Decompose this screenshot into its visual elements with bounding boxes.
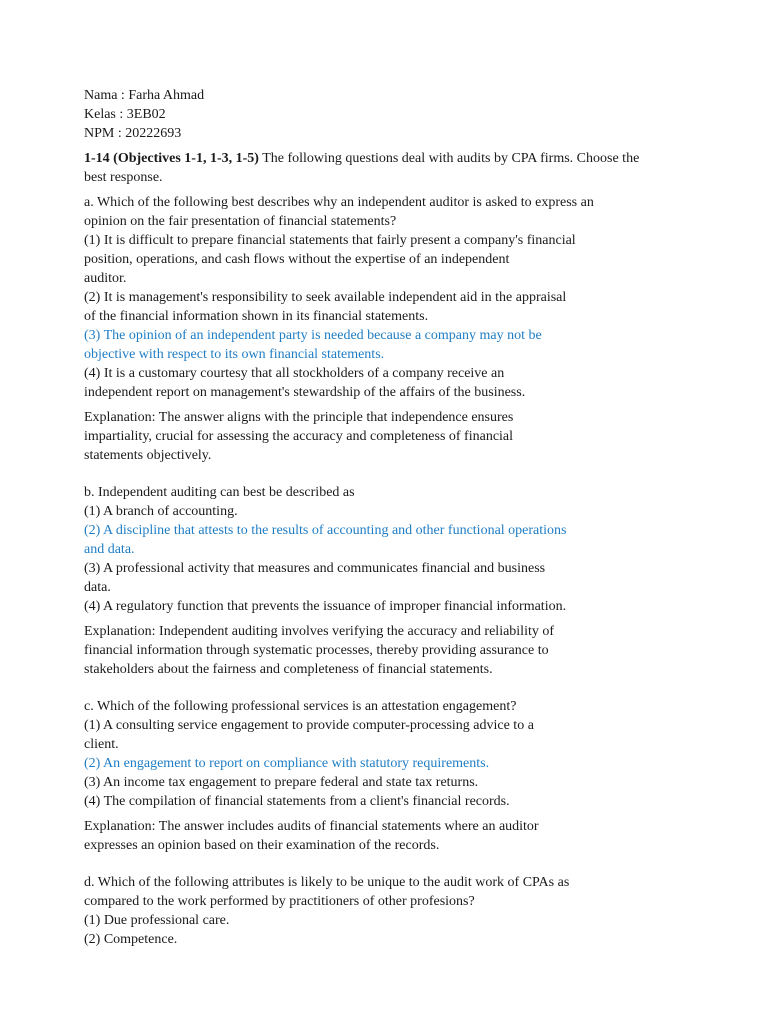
question-a <box>84 193 664 465</box>
question-a-text: opinion on the fair presentation of financial statements? <box>84 214 397 229</box>
question-d-text: d. Which of the following attributes is likely to be unique to the audit work of CPAs as <box>84 875 570 890</box>
question-a-option-1: (1) It is difficult to prepare financial statements that fairly present a company's financial <box>84 233 576 248</box>
question-b-explanation: financial information through systematic processes, thereby providing assurance to <box>84 643 549 658</box>
question-b-explanation: stakeholders about the fairness and completeness of financial statements. <box>84 662 493 677</box>
question-d <box>84 873 664 949</box>
question-b-answer: (2) A discipline that attests to the results of accounting and other functional operations <box>84 523 567 538</box>
question-a-option-4: (4) It is a customary courtesy that all stockholders of a company receive an <box>84 366 505 381</box>
question-a-option-1: position, operations, and cash flows without the expertise of an independent <box>84 252 510 267</box>
question-c <box>84 697 664 855</box>
question-a-option-2: (2) It is management's responsibility to seek available independent aid in the appraisal <box>84 290 567 305</box>
student-class: Kelas : 3EB02 <box>84 107 166 122</box>
question-a-explanation: Explanation: The answer aligns with the principle that independence ensures <box>84 410 514 425</box>
intro-text: The following questions deal with audits by CPA firms. Choose the <box>258 151 640 166</box>
question-c-explanation: Explanation: The answer includes audits of financial statements where an auditor <box>84 819 539 834</box>
question-b <box>84 483 664 679</box>
question-b-explanation: Explanation: Independent auditing involves verifying the accuracy and reliability of <box>84 624 555 639</box>
document-page <box>84 86 664 949</box>
question-d-option-2: (2) Competence. <box>84 932 178 947</box>
question-a-text: a. Which of the following best describes why an independent auditor is asked to express an <box>84 195 594 210</box>
question-a-explanation: statements objectively. <box>84 448 212 463</box>
question-c-option-3: (3) An income tax engagement to prepare federal and state tax returns. <box>84 775 479 790</box>
question-a-answer: (3) The opinion of an independent party is needed because a company may not be <box>84 328 542 343</box>
question-b-option-3: (3) A professional activity that measures and communicates financial and business <box>84 561 546 576</box>
question-d-option-1: (1) Due professional care. <box>84 913 230 928</box>
intro-heading: 1-14 (Objectives 1-1, 1-3, 1-5) <box>84 151 259 166</box>
question-c-option-1: (1) A consulting service engagement to provide computer-processing advice to a <box>84 718 534 733</box>
student-name: Nama : Farha Ahmad <box>84 88 205 103</box>
question-a-answer: objective with respect to its own financial statements. <box>84 347 385 362</box>
question-b-text: b. Independent auditing can best be described as <box>84 485 355 500</box>
question-a-explanation: impartiality, crucial for assessing the accuracy and completeness of financial <box>84 429 514 444</box>
intro-text-2: best response. <box>84 170 163 185</box>
question-c-option-4: (4) The compilation of financial statements from a client's financial records. <box>84 794 510 809</box>
question-a-option-4: independent report on management's stewardship of the affairs of the business. <box>84 385 526 400</box>
question-a-option-2: of the financial information shown in its financial statements. <box>84 309 429 324</box>
question-a-option-1: auditor. <box>84 271 127 286</box>
question-d-text: compared to the work performed by practitioners of other profesions? <box>84 894 475 909</box>
question-c-explanation: expresses an opinion based on their examination of the records. <box>84 838 440 853</box>
question-b-answer: and data. <box>84 542 135 557</box>
question-b-option-3: data. <box>84 580 111 595</box>
intro-paragraph <box>84 149 664 187</box>
student-npm: NPM : 20222693 <box>84 126 182 141</box>
question-b-option-1: (1) A branch of accounting. <box>84 504 238 519</box>
question-c-answer: (2) An engagement to report on compliance with statutory requirements. <box>84 756 490 771</box>
question-c-option-1: client. <box>84 737 119 752</box>
question-b-option-4: (4) A regulatory function that prevents the issuance of improper financial information. <box>84 599 567 614</box>
question-c-text: c. Which of the following professional services is an attestation engagement? <box>84 699 517 714</box>
